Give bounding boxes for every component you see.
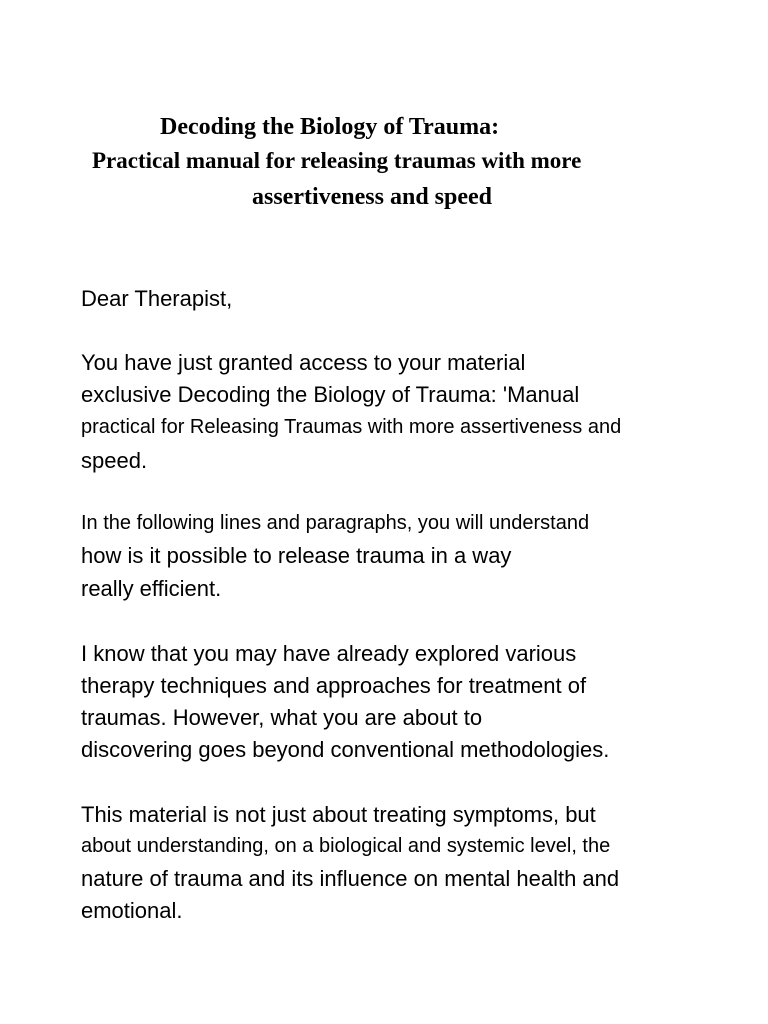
paragraph-1-line-4: speed. [81,448,148,473]
title-line-1: Decoding the Biology of Trauma: [160,114,500,140]
title-line-2: Practical manual for releasing traumas with more [92,148,582,173]
paragraph-3-line-3: traumas. However, what you are about to [81,705,483,730]
paragraph-3-line-4: discovering goes beyond conventional methodologies. [81,737,610,762]
paragraph-3-line-2: therapy techniques and approaches for treatment of [81,673,587,698]
paragraph-4-line-4: emotional. [81,898,183,923]
paragraph-4-line-1: This material is not just about treating symptoms, but [81,802,596,827]
paragraph-2-line-3: really efficient. [81,576,222,601]
title-line-3: assertiveness and speed [252,184,493,210]
paragraph-1-line-1: You have just granted access to your material [81,350,526,375]
paragraph-1-line-2: exclusive Decoding the Biology of Trauma: 'Manual [81,382,580,407]
greeting: Dear Therapist, [81,286,233,311]
paragraph-2-line-2: how is it possible to release trauma in a way [81,543,512,568]
paragraph-3-line-1: I know that you may have already explored various [81,641,577,666]
paragraph-2-line-1: In the following lines and paragraphs, you will understand [81,512,590,534]
paragraph-4-line-2: about understanding, on a biological and systemic level, the [81,835,611,857]
paragraph-1-line-3: practical for Releasing Traumas with more assertiveness and [81,416,622,438]
paragraph-4-line-3: nature of trauma and its influence on mental health and [81,866,620,891]
